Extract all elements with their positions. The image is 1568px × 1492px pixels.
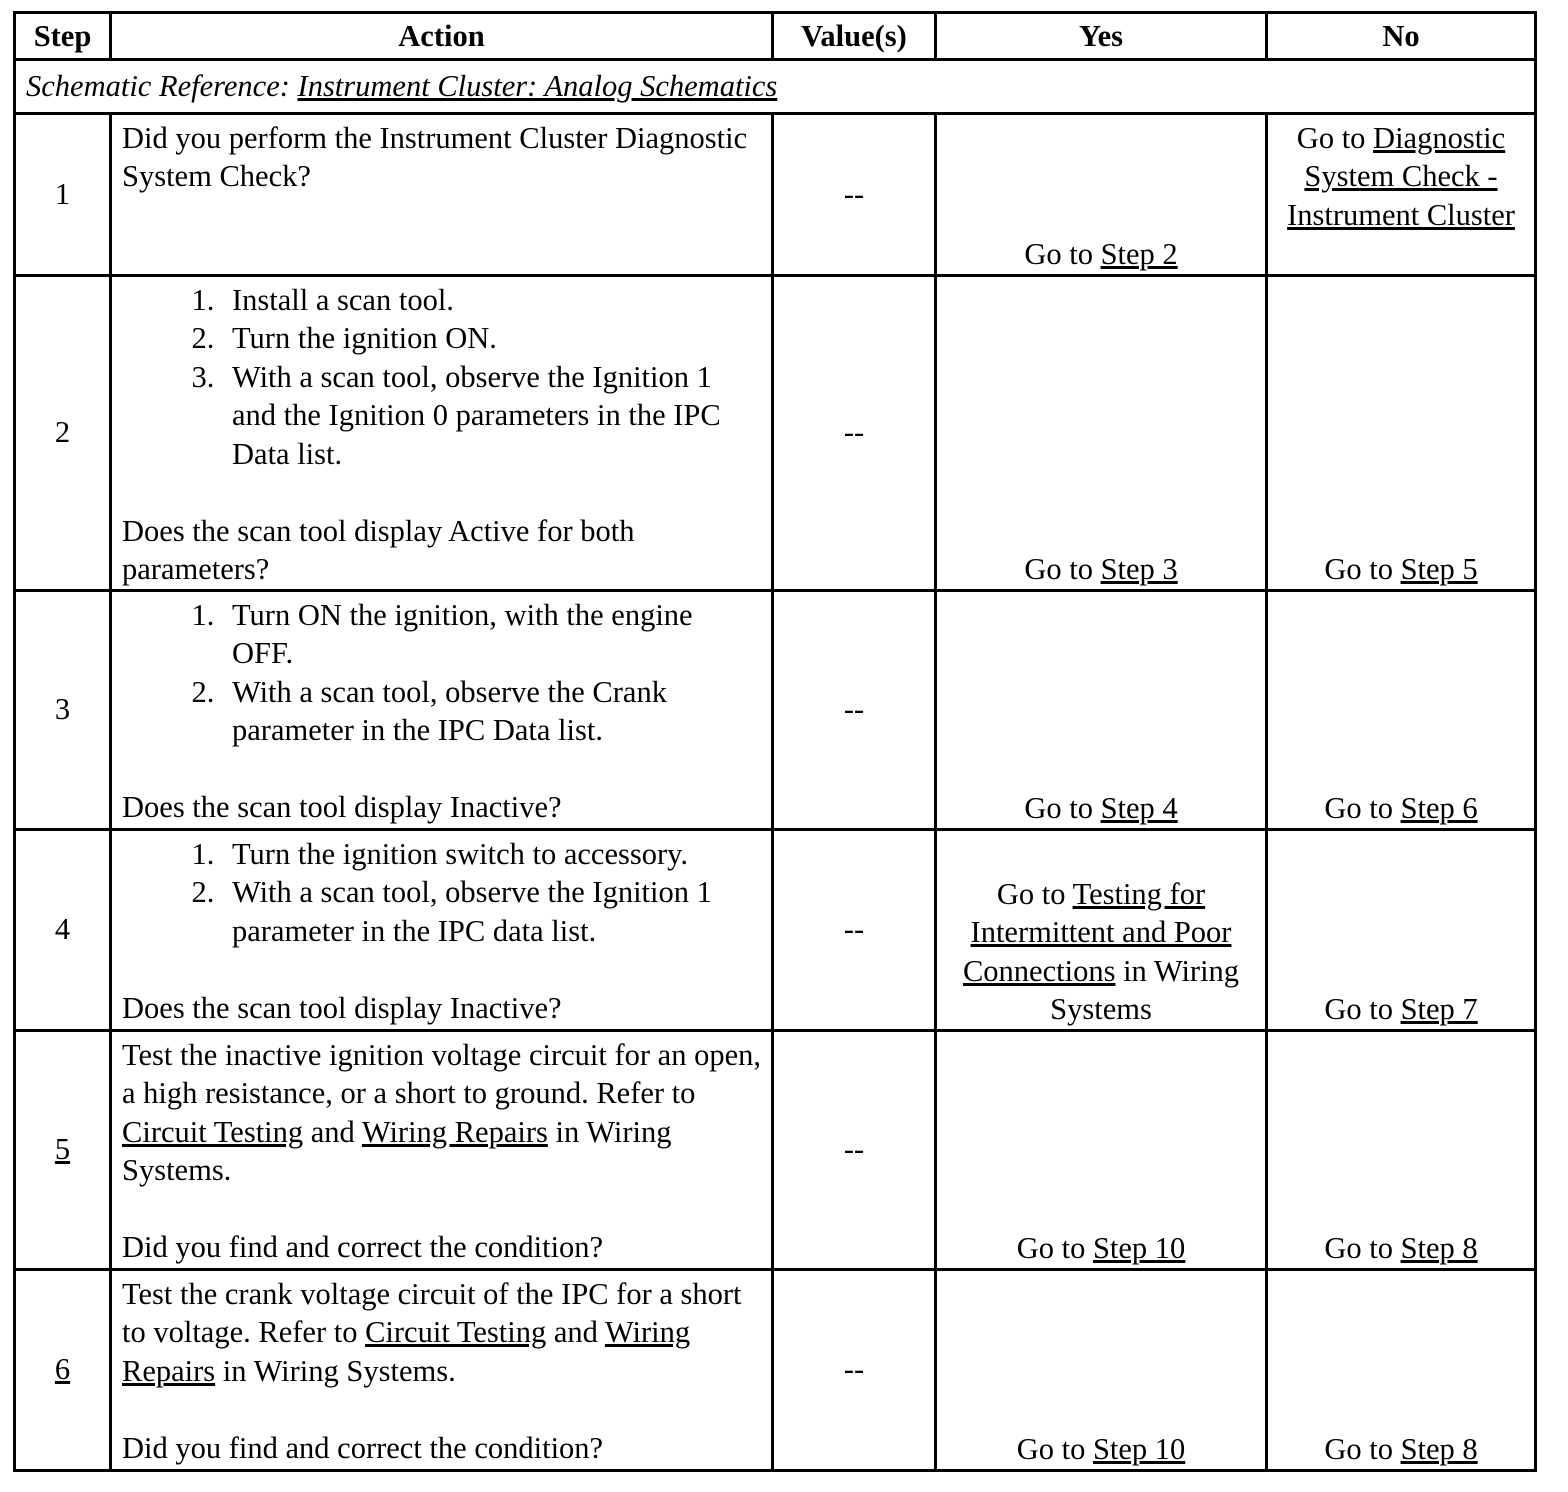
yes-prefix: Go to (1016, 1231, 1093, 1265)
action-step-item: 1. Turn the ignition switch to accessory. (222, 835, 761, 874)
action-text: Did you perform the Instrument Cluster Diagnostic System Check? (111, 113, 773, 275)
action-question: Does the scan tool display Inactive? (122, 990, 562, 1025)
action-cell (111, 590, 773, 829)
value-cell: -- (773, 829, 936, 1030)
step-number: 4 (15, 829, 111, 1030)
no-link[interactable]: Diagnostic System Check - Instrument Cluster (1287, 120, 1515, 232)
no-cell (1267, 1030, 1536, 1269)
step-number: 2 (15, 275, 111, 590)
yes-link[interactable]: Testing for Intermittent and Poor Connections (962, 876, 1232, 988)
step-number-cell (15, 1269, 111, 1470)
yes-cell (936, 829, 1267, 1030)
action-cell (111, 1269, 773, 1470)
action-text-part: and (546, 1315, 605, 1349)
action-text-part: in Wiring Systems. (122, 1114, 672, 1187)
action-text-part: in Wiring Systems. (215, 1353, 456, 1388)
yes-link[interactable]: Step 3 (1100, 552, 1178, 586)
yes-link[interactable]: Step 2 (1100, 237, 1178, 271)
value-cell: -- (773, 1269, 936, 1470)
action-cell (111, 275, 773, 590)
value-cell: -- (773, 1030, 936, 1269)
table-row (15, 1030, 1536, 1269)
action-question: Did you find and correct the condition? (122, 1430, 604, 1465)
no-prefix: Go to (1296, 120, 1374, 155)
no-cell (1267, 113, 1536, 275)
header-values: Value(s) (773, 13, 936, 60)
action-text (122, 1275, 761, 1391)
value-cell: -- (773, 275, 936, 590)
action-step-item: 2. With a scan tool, observe the Crank parameter in the IPC Data list. (222, 673, 761, 750)
table-row (15, 590, 1536, 829)
action-text-part: Test the inactive ignition voltage circuit for an open, a high resistance, or a short to ground. Refer to (122, 1037, 762, 1110)
action-text-part: and (303, 1114, 362, 1149)
no-cell (1267, 1269, 1536, 1470)
no-link[interactable]: Step 8 (1400, 1432, 1478, 1466)
yes-cell (936, 590, 1267, 829)
action-question: Does the scan tool display Inactive? (122, 790, 562, 824)
yes-suffix: in Wiring Systems (1050, 953, 1240, 1026)
no-cell (1267, 829, 1536, 1030)
table-row (15, 113, 1536, 275)
schematic-row (15, 60, 1536, 114)
no-link[interactable]: Step 8 (1400, 1231, 1478, 1265)
action-step-item: 2. Turn the ignition ON. (222, 319, 761, 358)
step-number[interactable]: 6 (54, 1352, 71, 1387)
step-number: 3 (15, 590, 111, 829)
table-row (15, 829, 1536, 1030)
step-number-cell (15, 1030, 111, 1269)
yes-prefix: Go to (1024, 237, 1101, 271)
yes-cell (936, 1269, 1267, 1470)
no-prefix: Go to (1324, 552, 1401, 586)
wiring-repairs-link[interactable]: Wiring Repairs (361, 1114, 548, 1149)
yes-link[interactable]: Step 10 (1092, 1432, 1186, 1466)
step-number[interactable]: 5 (54, 1132, 71, 1167)
table-row (15, 1269, 1536, 1470)
yes-cell (936, 275, 1267, 590)
header-step: Step (15, 13, 111, 60)
circuit-testing-link[interactable]: Circuit Testing (122, 1114, 304, 1149)
yes-cell (936, 113, 1267, 275)
no-prefix: Go to (1324, 791, 1401, 825)
value-cell: -- (773, 590, 936, 829)
yes-link[interactable]: Step 10 (1092, 1231, 1186, 1265)
action-cell (111, 829, 773, 1030)
wiring-repairs-link[interactable]: Wiring Repairs (122, 1315, 691, 1388)
header-row (15, 13, 1536, 60)
header-no: No (1267, 13, 1536, 60)
value-cell: -- (773, 113, 936, 275)
schematic-link[interactable]: Instrument Cluster: Analog Schematics (297, 69, 778, 103)
action-steps-list (122, 596, 761, 750)
no-cell (1267, 590, 1536, 829)
no-link[interactable]: Step 5 (1400, 552, 1478, 586)
diagnostic-table (13, 11, 1537, 1472)
yes-prefix: Go to (996, 876, 1073, 911)
no-prefix: Go to (1324, 1231, 1401, 1265)
header-action: Action (111, 13, 773, 60)
no-prefix: Go to (1324, 992, 1401, 1026)
action-steps-list (122, 835, 761, 951)
action-step-item: 1. Install a scan tool. (222, 281, 761, 320)
no-link[interactable]: Step 6 (1400, 791, 1478, 825)
yes-cell (936, 1030, 1267, 1269)
circuit-testing-link[interactable]: Circuit Testing (365, 1315, 547, 1349)
action-step-item: 1. Turn ON the ignition, with the engine OFF. (222, 596, 761, 673)
action-question: Did you find and correct the condition? (122, 1230, 604, 1264)
step-number: 1 (15, 113, 111, 275)
no-link[interactable]: Step 7 (1400, 992, 1478, 1026)
action-cell (111, 1030, 773, 1269)
no-prefix: Go to (1324, 1432, 1401, 1466)
action-step-item: 2. With a scan tool, observe the Ignition 1 parameter in the IPC data list. (222, 873, 761, 950)
schematic-prefix: Schematic Reference: (26, 69, 298, 103)
action-question: Does the scan tool display Active for both parameters? (122, 513, 635, 586)
schematic-reference (15, 60, 1536, 114)
action-text-part: Test the crank voltage circuit of the IPC for a short to voltage. Refer to (122, 1276, 742, 1349)
yes-link[interactable]: Step 4 (1100, 791, 1178, 825)
header-yes: Yes (936, 13, 1267, 60)
action-step-item: 3. With a scan tool, observe the Ignition 1 and the Ignition 0 parameters in the IPC Data list. (222, 358, 761, 474)
action-steps-list (122, 281, 761, 474)
no-cell (1267, 275, 1536, 590)
yes-prefix: Go to (1024, 791, 1101, 825)
action-text (122, 1036, 761, 1190)
yes-prefix: Go to (1024, 552, 1101, 586)
table-row (15, 275, 1536, 590)
yes-prefix: Go to (1016, 1432, 1093, 1466)
diagnostic-table-wrapper (13, 11, 1537, 1472)
